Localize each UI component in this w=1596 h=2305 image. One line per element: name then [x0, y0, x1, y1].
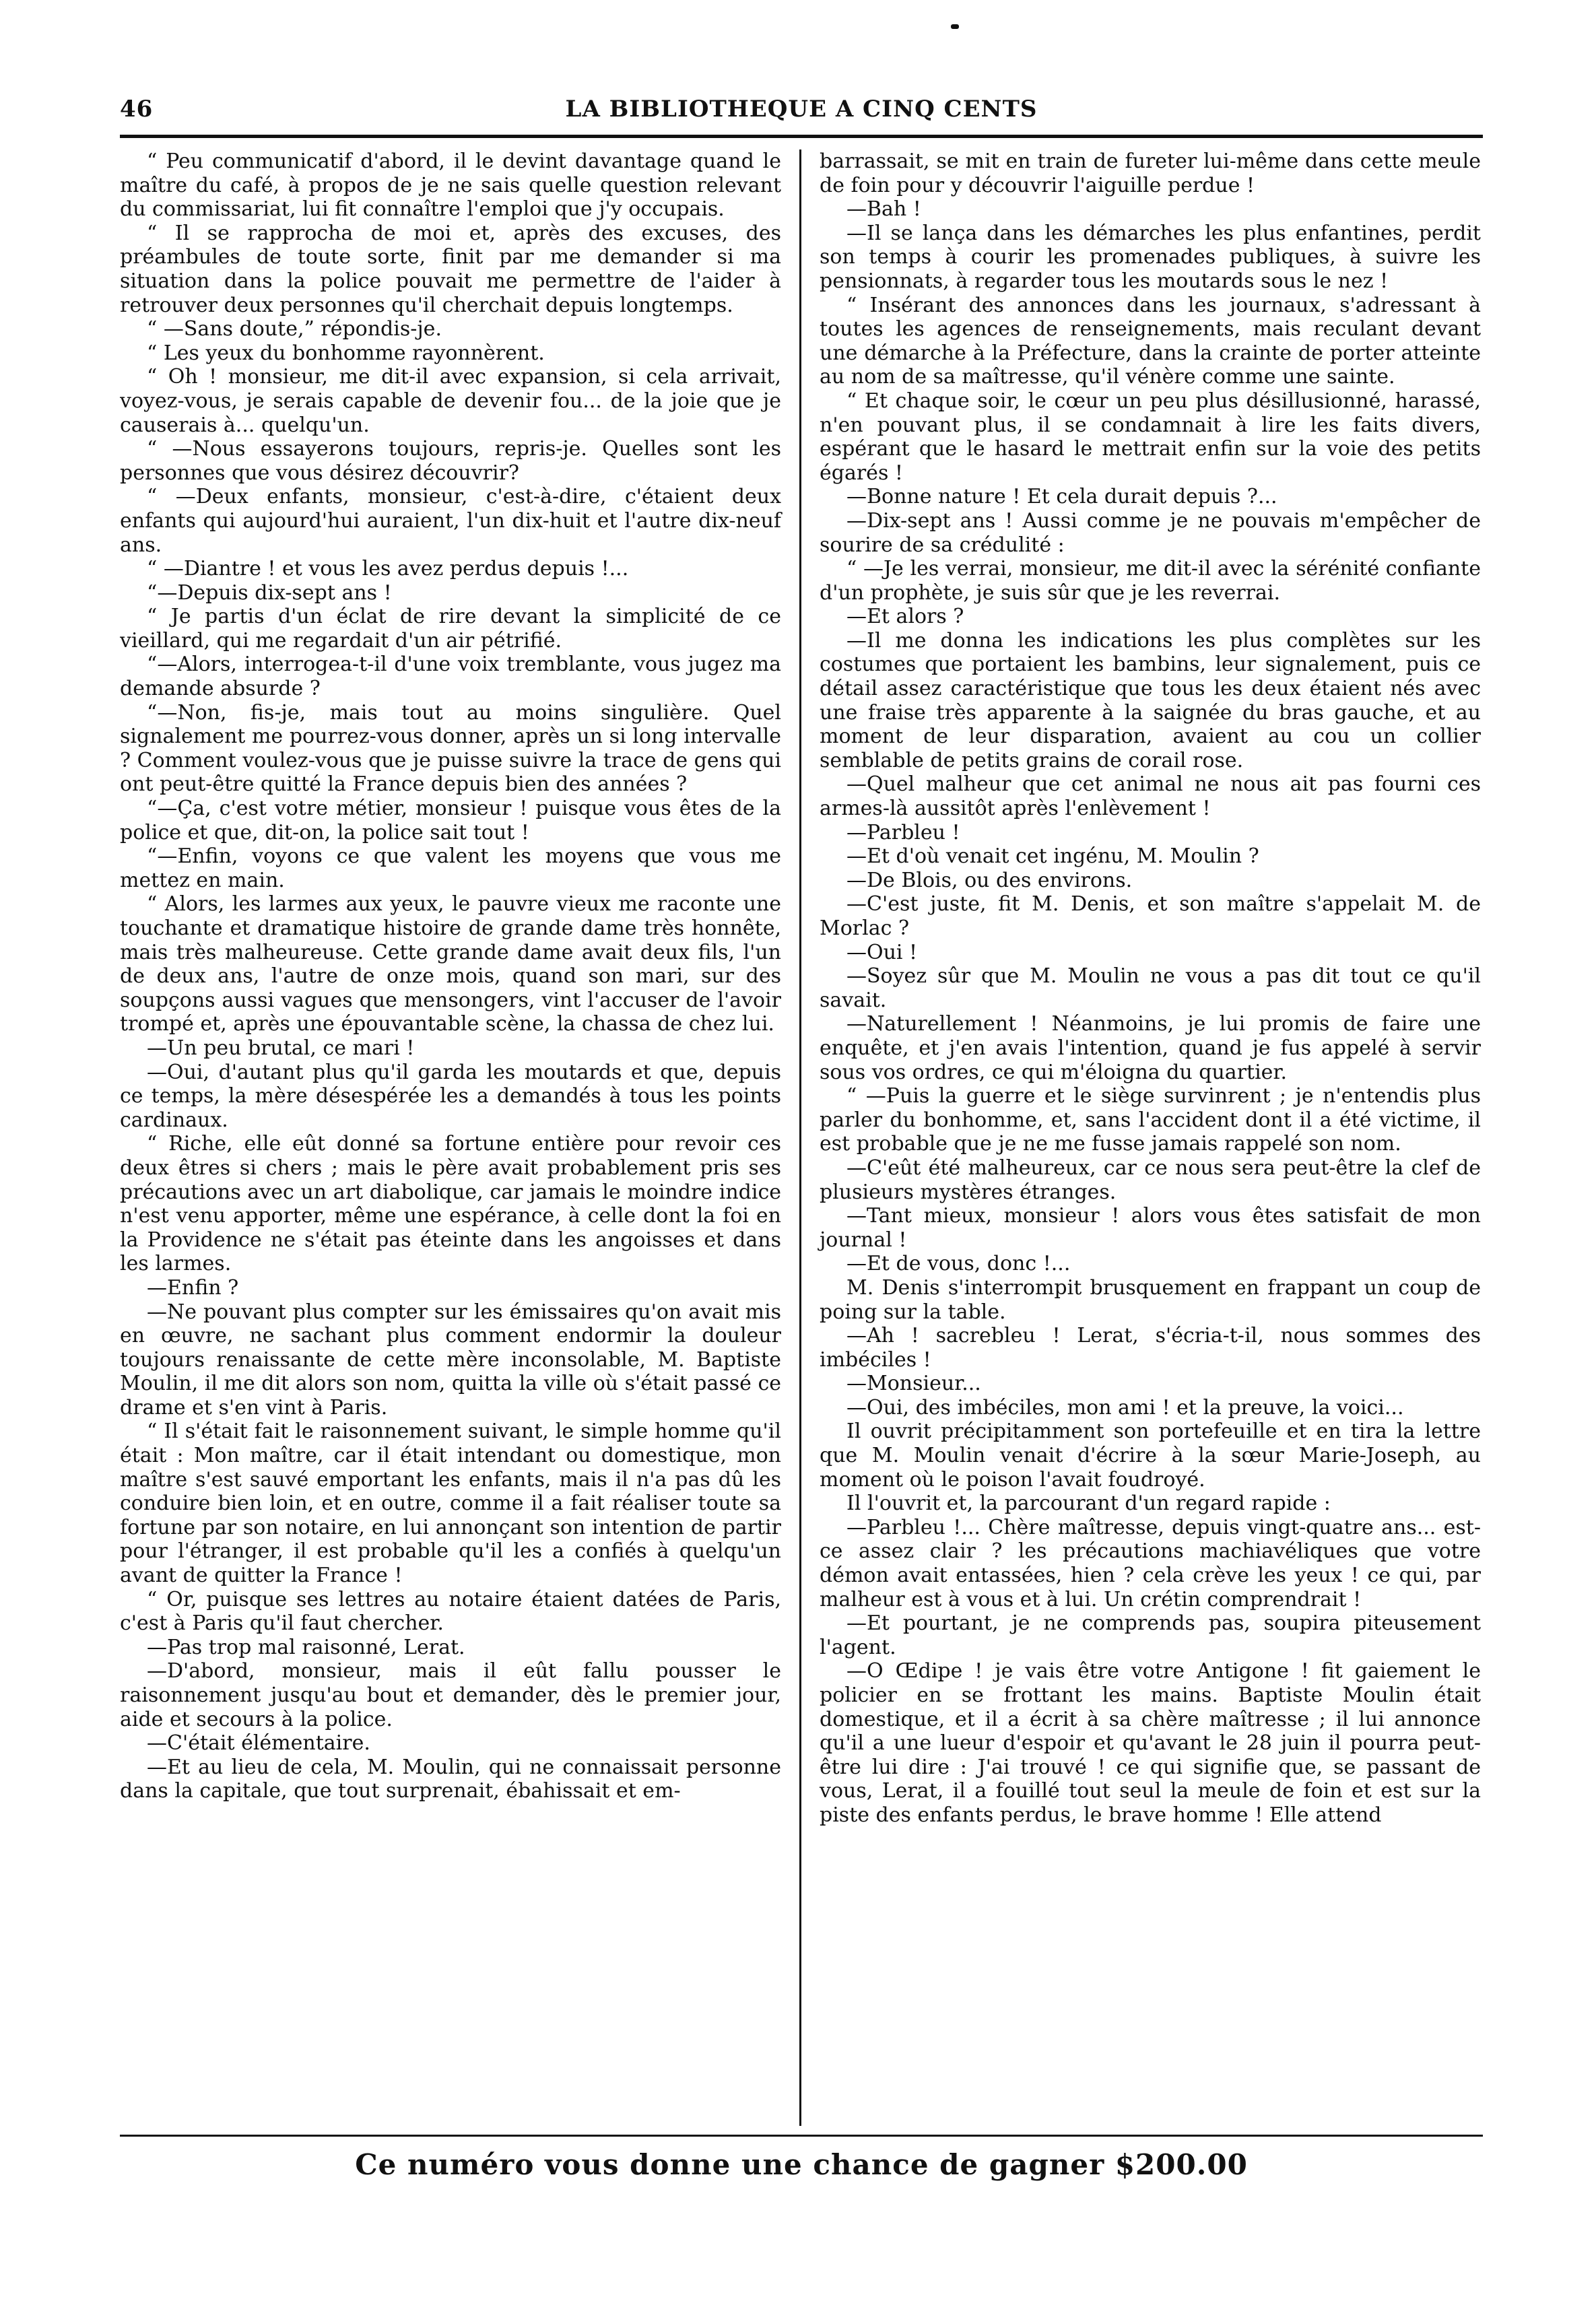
left-column [120, 149, 793, 2126]
paragraph: “—Alors, interrogea-t-il d'une voix tremblante, vous jugez ma demande absurde ? [120, 653, 781, 701]
text-columns [120, 149, 1483, 2126]
paragraph: “—Enfin, voyons ce que valent les moyens que vous me mettez en main. [120, 844, 781, 892]
paragraph: “ Alors, les larmes aux yeux, le pauvre vieux me raconte une touchante et dramatique histoire de grande dame très honnête, mais très malheureuse. Cette grande dame avait deux fils, l'un de deux ans, l'autre de onze mois, quand son mari, sur des soupçons aussi vagues que mensongers, vint l'accuser de l'avoir trompé et, après une épouvantable scène, la chassa de chez lui. [120, 892, 781, 1036]
paragraph: —Il se lança dans les démarches les plus enfantines, perdit son temps à courir les promenades publiques, à suivre les pensionnats, à regarder tous les moutards sous le nez ! [820, 221, 1481, 293]
paragraph: —Dix-sept ans ! Aussi comme je ne pouvais m'empêcher de sourire de sa crédulité : [820, 508, 1481, 557]
paragraph: —Quel malheur que cet animal ne nous ait pas fourni ces armes-là aussitôt après l'enlèvement ! [820, 772, 1481, 821]
paragraph: “ Oh ! monsieur, me dit-il avec expansion, si cela arrivait, voyez-vous, je serais capable de devenir fou... de la joie que je causerais à... quelqu'un. [120, 365, 781, 437]
paragraph: —Parbleu ! [846, 820, 960, 844]
ink-mark [951, 24, 959, 29]
paragraph: —Pas trop mal raisonné, Lerat. [147, 1635, 465, 1659]
paragraph: Il ouvrit précipitamment son portefeuille et en tira la lettre que M. Moulin venait d'écrire à la sœur Marie-Joseph, au moment où le poison l'avait foudroyé. [820, 1419, 1481, 1492]
paragraph: —Parbleu !... Chère maîtresse, depuis vingt-quatre ans... est-ce assez clair ? les précautions machiavéliques que votre démon avait entassées, hien ? cela crève les yeux ! ce qui, par malheur est à vous et à lui. Un crétin comprendrait ! [820, 1515, 1481, 1611]
paragraph: “ Il se rapprocha de moi et, après des excuses, des préambules de toute sorte, finit par me demander si ma situation dans la police pouvait me permettre de l'aider à retrouver deux personnes qu'il cherchait depuis longtemps. [120, 221, 781, 317]
paragraph: —O Œdipe ! je vais être votre Antigone ! fit gaiement le policier en se frottant les mains. Baptiste Moulin était domestique, et il a écrit à sa chère maîtresse ; il lui annonce qu'il a une lueur d'espoir et qu'avant le 28 juin il pourra peut-être lui dire : J'ai trouvé ! ce qui signifie que, se passant de vous, Lerat, il a fouillé tout seul la meule de foin et est sur la piste des enfants perdus, le brave homme ! Elle attend [820, 1659, 1481, 1827]
paragraph: —Oui, d'autant plus qu'il garda les moutards et que, depuis ce temps, la mère désespérée les a demandés à tous les points cardinaux. [120, 1060, 781, 1132]
paragraph: “ —Sans doute,” répondis-je. [147, 317, 442, 341]
paragraph: “ —Puis la guerre et le siège survinrent ; je n'entendis plus parler du bonhomme, et, sans l'accident dont il a été victime, il est probable que je ne me fusse jamais rappelé son nom. [820, 1084, 1481, 1156]
paragraph: —Enfin ? [147, 1275, 239, 1300]
paragraph: “ —Deux enfants, monsieur, c'est-à-dire, c'étaient deux enfants qui aujourd'hui auraient, l'un dix-huit et l'autre dix-neuf ans. [120, 485, 781, 557]
paragraph: —De Blois, ou des environs. [846, 868, 1133, 892]
paragraph: M. Denis s'interrompit brusquement en frappant un coup de poing sur la table. [820, 1275, 1481, 1324]
paragraph: —Naturellement ! Néanmoins, je lui promis de faire une enquête, et j'en avais l'intention, quand je fus appelé à servir sous vos ordres, ce qui m'éloigna du quartier. [820, 1012, 1481, 1084]
paragraph: —Tant mieux, monsieur ! alors vous êtes satisfait de mon journal ! [820, 1204, 1481, 1252]
paragraph: —C'est juste, fit M. Denis, et son maître s'appelait M. de Morlac ? [820, 892, 1481, 940]
page-header [120, 89, 1483, 129]
paragraph: “ Insérant des annonces dans les journaux, s'adressant à toutes les agences de renseignements, mais reculant devant une démarche à la Préfecture, dans la crainte de porter atteinte au nom de sa maîtresse, qu'il vénère comme une sainte. [820, 293, 1481, 389]
paragraph: “ Riche, elle eût donné sa fortune entière pour revoir ces deux êtres si chers ; mais le père avait probablement pris ses précautions avec un art diabolique, car jamais le moindre indice n'est venu apporter, même une espérance, à celle dont la foi en la Providence ne s'était pas éteinte dans les angoisses et dans les larmes. [120, 1132, 781, 1276]
paragraph: —Oui ! [846, 940, 918, 964]
paragraph: “—Depuis dix-sept ans ! [147, 580, 392, 605]
paragraph: —Ne pouvant plus compter sur les émissaires qu'on avait mis en œuvre, ne sachant plus comment endormir la douleur toujours renaissante de cette mère inconsolable, M. Baptiste Moulin, il me dit alors son nom, quitta la ville où s'était passé ce drame et s'en vint à Paris. [120, 1300, 781, 1419]
paragraph: “ Peu communicatif d'abord, il le devint davantage quand le maître du café, à propos de je ne sais quelle question relevant du commissariat, lui fit connaître l'emploi que j'y occupais. [120, 149, 781, 222]
paragraph: —Bah ! [846, 197, 921, 222]
paragraph: “ Il s'était fait le raisonnement suivant, le simple homme qu'il était : Mon maître, car il était intendant ou domestique, mon maître s'est sauvé emportant les enfants, mais il n'a pas dû les conduire bien loin, et en outre, comme il a fait réaliser toute sa fortune par son notaire, en lui annonçant son intention de partir pour l'étranger, il est probable qu'il les a confiés à quelqu'un avant de quitter la France ! [120, 1419, 781, 1588]
paragraph: barrassait, se mit en train de fureter lui-même dans cette meule de foin pour y découvrir l'aiguille perdue ! [820, 149, 1481, 197]
header-rule [120, 135, 1483, 138]
paragraph: —Oui, des imbéciles, mon ami ! et la preuve, la voici... [846, 1395, 1404, 1419]
paragraph: Il l'ouvrit et, la parcourant d'un regard rapide : [846, 1492, 1331, 1516]
publication-title: LA BIBLIOTHEQUE A CINQ CENTS [565, 96, 1038, 123]
paragraph: “—Ça, c'est votre métier, monsieur ! puisque vous êtes de la police et que, dit-on, la police sait tout ! [120, 797, 781, 844]
paragraph: —Et pourtant, je ne comprends pas, soupira piteusement l'agent. [820, 1611, 1481, 1659]
paragraph: —Et d'où venait cet ingénu, M. Moulin ? [846, 844, 1259, 869]
paragraph: —C'eût été malheureux, car ce nous sera peut-être la clef de plusieurs mystères étranges. [820, 1156, 1481, 1204]
paragraph: “ —Je les verrai, monsieur, me dit-il avec la sérénité confiante d'un prophète, je suis sûr que je les reverrai. [820, 557, 1481, 605]
page-number: 46 [120, 96, 154, 123]
footer-rule [120, 2135, 1483, 2137]
paragraph: —Et de vous, donc !... [846, 1252, 1071, 1276]
paragraph: —Et alors ? [846, 605, 964, 629]
footer-banner: Ce numéro vous donne une chance de gagner $200.00 [355, 2148, 1248, 2181]
paragraph: —C'était élémentaire. [147, 1731, 370, 1756]
paragraph: —Ah ! sacrebleu ! Lerat, s'écria-t-il, nous sommes des imbéciles ! [820, 1324, 1481, 1372]
paragraph: —Et au lieu de cela, M. Moulin, qui ne connaissait personne dans la capitale, que tout surprenait, ébahissait et em- [120, 1755, 781, 1803]
paragraph: —Soyez sûr que M. Moulin ne vous a pas dit tout ce qu'il savait. [820, 964, 1481, 1012]
paragraph: —Il me donna les indications les plus complètes sur les costumes que portaient les bambins, leur signalement, puis ce détail assez caractéristique que tous les deux étaient nés avec une fraise très apparente à la saignée du bras gauche, et au moment de leur disparation, avaient au cou un collier semblable de petits grains de corail rose. [820, 628, 1481, 772]
paragraph: “ —Diantre ! et vous les avez perdus depuis !... [147, 557, 629, 581]
paragraph: —Monsieur... [846, 1372, 981, 1396]
paragraph: “ Les yeux du bonhomme rayonnèrent. [147, 341, 545, 365]
paragraph: “ Je partis d'un éclat de rire devant la simplicité de ce vieillard, qui me regardait d'un air pétrifié. [120, 605, 781, 653]
paragraph: “ Et chaque soir, le cœur un peu plus désillusionné, harassé, n'en pouvant plus, il se condamnait à lire les faits divers, espérant que le hasard le mettrait enfin sur la voie des petits égarés ! [820, 389, 1481, 485]
paragraph: “ Or, puisque ses lettres au notaire étaient datées de Paris, c'est à Paris qu'il faut chercher. [120, 1587, 781, 1636]
paragraph: —D'abord, monsieur, mais il eût fallu pousser le raisonnement jusqu'au bout et demander, dès le premier jour, aide et secours à la police. [120, 1659, 781, 1731]
paragraph: —Un peu brutal, ce mari ! [147, 1036, 415, 1060]
paragraph: —Bonne nature ! Et cela durait depuis ?... [846, 485, 1277, 509]
paragraph: “ —Nous essayerons toujours, repris-je. Quelles sont les personnes que vous désirez découvrir? [120, 437, 781, 485]
right-column [807, 149, 1481, 2126]
column-divider [799, 149, 801, 2126]
paragraph: “—Non, fis-je, mais tout au moins singulière. Quel signalement me pourrez-vous donner, après un si long intervalle ? Comment voulez-vous que je puisse suivre la trace de gens qui ont peut-être quitté la France depuis bien des années ? [120, 700, 781, 797]
